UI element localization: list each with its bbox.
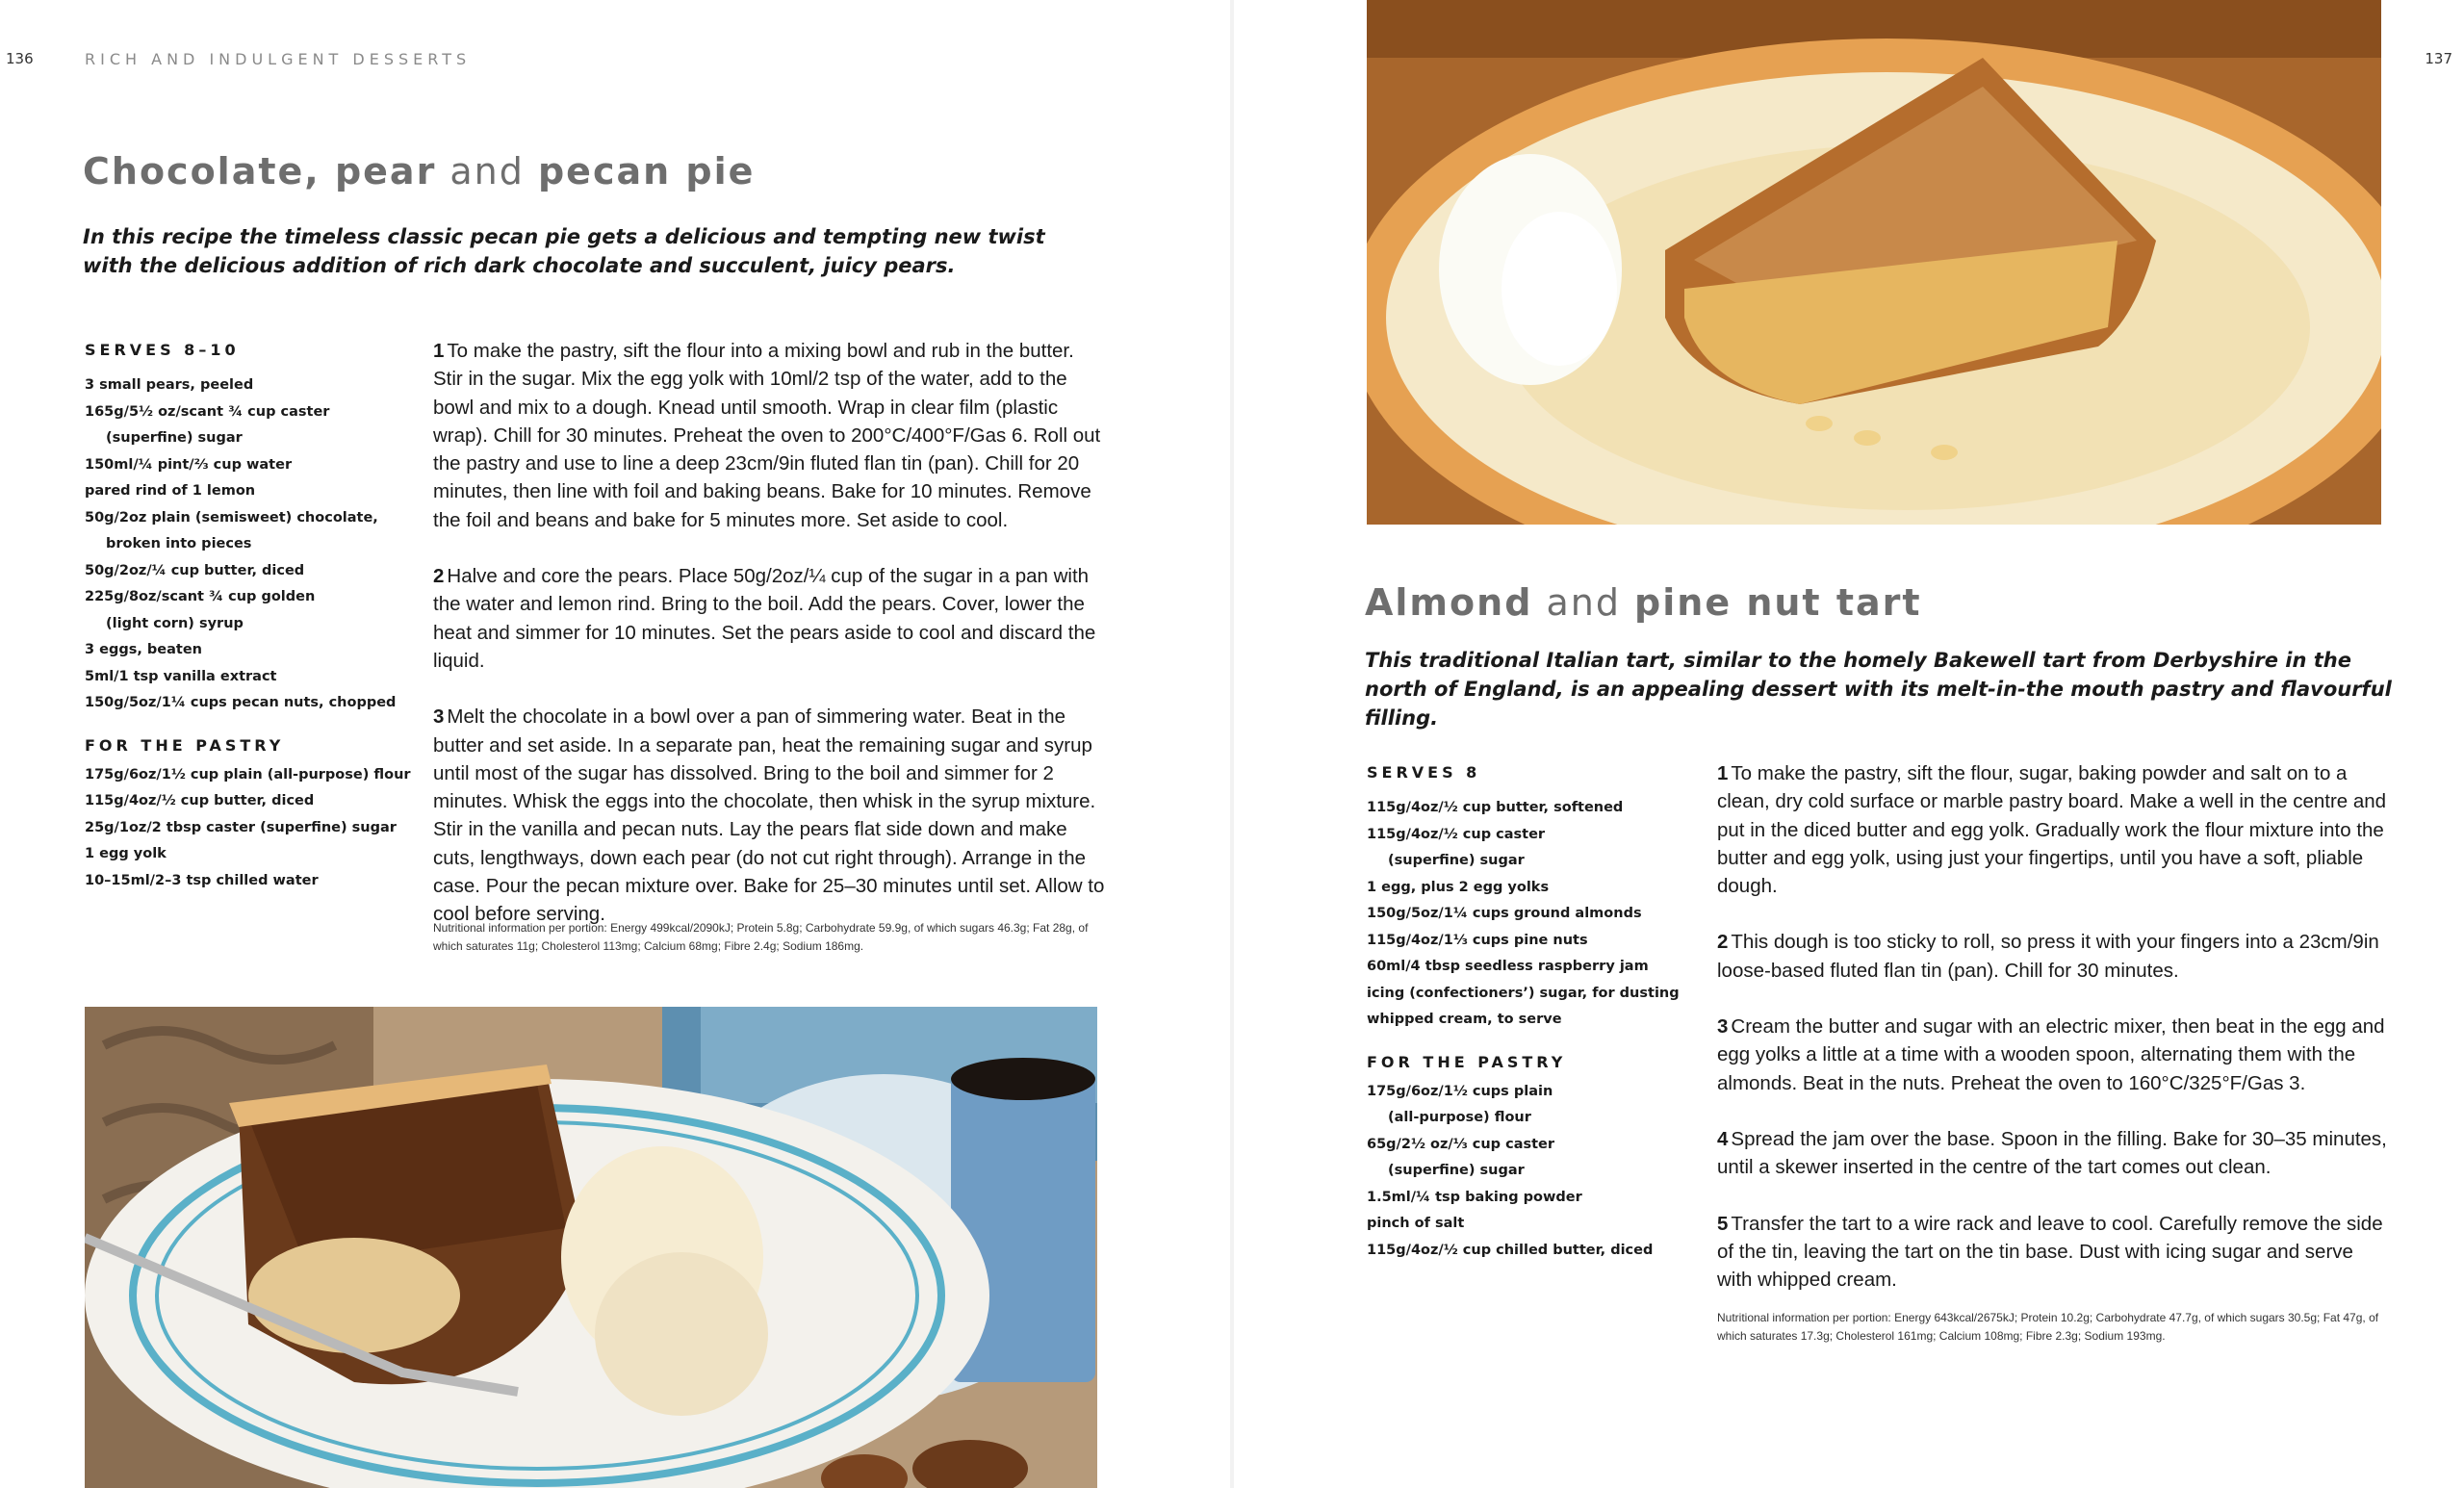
method-step	[1717, 928, 2391, 985]
tart-photo-image	[1367, 0, 2381, 525]
method-step	[433, 562, 1107, 675]
title-part: pine nut tart	[1634, 581, 1922, 624]
left-page	[0, 0, 1230, 1488]
recipe-intro: In this recipe the timeless classic pecan pie gets a delicious and tempting new twist with the delicious addition of rich dark chocolate and succulent, juicy pears.	[83, 225, 1045, 277]
ingredient-item: 1 egg, plus 2 egg yolks	[1367, 879, 1550, 895]
step-text: Spread the jam over the base. Spoon in the filling. Bake for 30–35 minutes, until a skewer inserted in the centre of the tart comes out clean.	[1717, 1127, 2387, 1179]
page-number: 136	[6, 50, 34, 67]
ingredient-item: pared rind of 1 lemon	[85, 483, 256, 499]
ingredient-item: 1.5ml/¼ tsp baking powder	[1367, 1189, 1582, 1205]
step-text: This dough is too sticky to roll, so press it with your fingers into a 23cm/9in loose-based fluted flan tin (pan). Chill for 30 minutes.	[1717, 931, 2379, 982]
pastry-ingredient-group	[1367, 1079, 1713, 1265]
title-connector: and	[1532, 581, 1635, 624]
ingredients-list	[1367, 763, 1713, 1264]
ingredient-group	[1367, 795, 1713, 1034]
recipe-intro: This traditional Italian tart, similar to the homely Bakewell tart from Derbyshire in the north of England, is an appealing dessert with its melt-in-the mouth pastry and flavourful filling.	[1365, 649, 2392, 730]
method-steps	[1717, 759, 2391, 1321]
nutrition-info: Nutritional information per portion: Energy 499kcal/2090kJ; Protein 5.8g; Carbohydrate 59.9g, of which sugars 46.3g; Fat 28g, of which saturates 11g; Cholesterol 113mg; Calcium 68mg; Fibre 2.4g; Sodium 186mg.	[433, 921, 1089, 953]
ingredient-item: 50g/2oz plain (semisweet) chocolate,	[85, 509, 378, 526]
step-number: 1	[1717, 762, 1729, 784]
title-part: Chocolate, pear	[83, 150, 437, 192]
ingredient-item: broken into pieces	[106, 536, 252, 552]
ingredient-item: 225g/8oz/scant ¾ cup golden	[85, 589, 316, 604]
ingredient-item: 150g/5oz/1¼ cups pecan nuts, chopped	[85, 695, 397, 710]
right-page	[1234, 0, 2464, 1488]
ingredient-item: 115g/4oz/½ cup chilled butter, diced	[1367, 1242, 1654, 1258]
pastry-heading: FOR THE PASTRY	[85, 735, 285, 755]
pastry-ingredient-group	[85, 762, 431, 895]
step-number: 2	[1717, 931, 1729, 954]
method-step	[1717, 1125, 2391, 1182]
method-steps	[433, 337, 1107, 957]
ingredient-item: 150ml/¼ pint/⅔ cup water	[85, 456, 293, 473]
ingredient-item: 175g/6oz/1½ cups plain	[1367, 1083, 1553, 1099]
ingredient-item: icing (confectioners’) sugar, for dusting	[1367, 985, 1680, 1001]
ingredient-item: 65g/2½ oz/⅓ cup caster	[1367, 1136, 1555, 1152]
serves-heading: SERVES 8–10	[85, 341, 240, 359]
ingredient-item: (all-purpose) flour	[1388, 1110, 1531, 1125]
section-header: RICH AND INDULGENT DESSERTS	[85, 50, 472, 68]
pastry-heading: FOR THE PASTRY	[1367, 1052, 1567, 1071]
step-number: 1	[433, 340, 445, 362]
step-text: Transfer the tart to a wire rack and leave to cool. Carefully remove the side of the tin, leaving the tart on the tin base. Dust with icing sugar and serve with whipped cream.	[1717, 1212, 2383, 1292]
recipe-title	[83, 150, 755, 192]
method-step	[1717, 1210, 2391, 1295]
ingredient-item: (superfine) sugar	[1388, 853, 1525, 868]
method-step	[433, 337, 1107, 534]
ingredient-item: (light corn) syrup	[106, 615, 244, 631]
step-text: Cream the butter and sugar with an electric mixer, then beat in the egg and egg yolks a little at a time with a wooden spoon, alternating them with the almonds. Beat in the nuts. Preheat the oven to 160°C/325°F/Gas 3.	[1717, 1015, 2385, 1094]
ingredients-list	[85, 341, 431, 894]
recipe-title	[1365, 581, 1922, 624]
ingredient-item: 115g/4oz/1⅓ cups pine nuts	[1367, 932, 1588, 948]
ingredient-item: whipped cream, to serve	[1367, 1012, 1562, 1027]
tart-photo	[1367, 0, 2381, 525]
ingredient-item: 115g/4oz/½ cup butter, softened	[1367, 800, 1624, 815]
pie-photo-image	[85, 1007, 1097, 1488]
title-connector: and	[436, 150, 538, 192]
step-text: To make the pastry, sift the flour into a mixing bowl and rub in the butter. Stir in the sugar. Mix the egg yolk with 10ml/2 tsp of the water, add to the bowl and mix to a dough. Knead until smooth. Wrap in clear film (plastic wrap). Chill for 30 minutes. Preheat the oven to 200°C/400°F/Gas 6. Roll out the pastry and use to line a deep 23cm/9in fluted flan tin (pan). Chill for 20 minutes, then line with foil and baking beans. Bake for 10 minutes. Remove the foil and beans and bake for 5 minutes more. Set aside to cool.	[433, 340, 1101, 531]
ingredient-item: 150g/5oz/1¼ cups ground almonds	[1367, 906, 1642, 921]
step-text: Halve and core the pears. Place 50g/2oz/¼ cup of the sugar in a pan with the water and lemon rind. Bring to the boil. Add the pears. Cover, lower the heat and simmer for 10 minutes. Set the pears aside to cool and discard the liquid.	[433, 565, 1096, 672]
method-step	[433, 703, 1107, 928]
ingredient-item: 175g/6oz/1½ cup plain (all-purpose) flour	[85, 766, 411, 782]
ingredient-item: pinch of salt	[1367, 1216, 1465, 1231]
nutrition-info: Nutritional information per portion: Energy 643kcal/2675kJ; Protein 10.2g; Carbohydrate 47.7g, of which sugars 30.5g; Fat 47g, of which saturates 17.3g; Cholesterol 161mg; Calcium 108mg; Fibre 2.3g; Sodium 193mg.	[1717, 1311, 2379, 1343]
ingredient-item: 50g/2oz/¼ cup butter, diced	[85, 562, 305, 578]
step-number: 5	[1717, 1212, 1729, 1235]
method-step	[1717, 759, 2391, 900]
step-number: 2	[433, 565, 445, 588]
title-part: Almond	[1365, 581, 1533, 624]
step-number: 3	[1717, 1015, 1729, 1039]
method-step	[1717, 1013, 2391, 1097]
page-number: 137	[2425, 50, 2452, 67]
title-part: pecan pie	[537, 150, 756, 192]
step-number: 4	[1717, 1127, 1729, 1150]
ingredient-item: 115g/4oz/½ cup butter, diced	[85, 793, 315, 808]
pie-photo	[85, 1007, 1097, 1488]
step-number: 3	[433, 706, 445, 729]
ingredient-item: 25g/1oz/2 tbsp caster (superfine) sugar	[85, 819, 397, 835]
ingredient-item: (superfine) sugar	[1388, 1163, 1525, 1178]
ingredient-item: 165g/5½ oz/scant ¾ cup caster	[85, 403, 330, 420]
ingredient-group	[85, 372, 431, 717]
ingredient-item: 115g/4oz/½ cup caster	[1367, 826, 1546, 842]
step-text: To make the pastry, sift the flour, sugar, baking powder and salt on to a clean, dry cold surface or marble pastry board. Make a well in the centre and put in the diced butter and egg yolk. Gradually work the flour mixture into the butter and egg yolk, using just your fingertips, until you have a soft, pliable dough.	[1717, 762, 2387, 898]
ingredient-item: 3 eggs, beaten	[85, 642, 203, 657]
ingredient-item: 1 egg yolk	[85, 846, 167, 861]
ingredient-item: 5ml/1 tsp vanilla extract	[85, 668, 277, 684]
ingredient-item: 60ml/4 tbsp seedless raspberry jam	[1367, 959, 1649, 974]
ingredient-item: (superfine) sugar	[106, 430, 243, 446]
ingredient-item: 10–15ml/2–3 tsp chilled water	[85, 872, 319, 888]
step-text: Melt the chocolate in a bowl over a pan of simmering water. Beat in the butter and set aside. In a separate pan, heat the remaining sugar and syrup until most of the sugar has dissolved. Bring to the boil and simmer for 2 minutes. Whisk the eggs into the chocolate, then whisk in the syrup mixture. Stir in the vanilla and pecan nuts. Lay the pears flat side down and make cuts, lengthways, down each pear (do not cut right through). Arrange in the case. Pour the pecan mixture over. Bake for 25–30 minutes until set. Allow to cool before serving.	[433, 706, 1105, 926]
serves-heading: SERVES 8	[1367, 763, 1481, 782]
ingredient-item: 3 small pears, peeled	[85, 377, 254, 393]
